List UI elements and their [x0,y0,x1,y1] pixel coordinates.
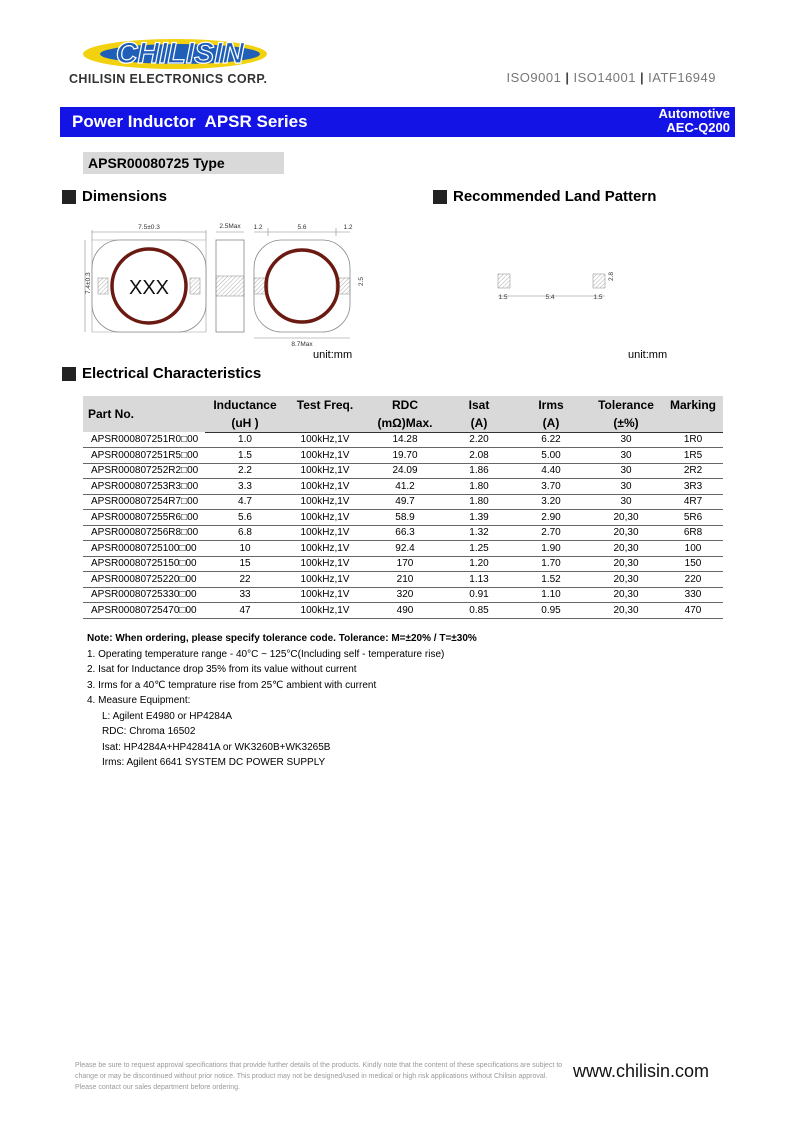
table-body [83,432,723,618]
cell-inductance: 5.6 [205,510,285,526]
col-header-inductance: Inductance [213,398,277,412]
cell-part-no: APSR000807253R3□00 [83,479,205,495]
cell-irms: 3.70 [513,479,589,495]
equipment-irms: Irms: Agilent 6641 SYSTEM DC POWER SUPPLY [102,757,326,768]
cell-irms: 1.52 [513,572,589,588]
unit-inductance: (uH ) [205,414,285,432]
land-pattern-drawing [490,266,620,306]
dim-left-pad: 1.2 [253,224,263,231]
table-row [83,572,723,588]
cell-part-no: APSR000807254R7□00 [83,494,205,510]
cell-isat: 1.80 [445,494,513,510]
cell-inductance: 33 [205,587,285,603]
dim-pad-height: 2.5 [358,276,365,286]
cell-part-no: APSR00080725220□00 [83,572,205,588]
cell-part-no: APSR000807251R0□00 [83,432,205,448]
cell-test-freq: 100kHz,1V [285,463,365,479]
cell-rdc: 14.28 [365,432,445,448]
cell-test-freq: 100kHz,1V [285,525,365,541]
cell-isat: 1.25 [445,541,513,557]
cell-tolerance: 30 [589,479,663,495]
cell-marking: 470 [663,603,723,619]
dim-overall: 8.7Max [291,341,313,348]
cell-inductance: 6.8 [205,525,285,541]
cell-test-freq: 100kHz,1V [285,572,365,588]
equipment-rdc: RDC: Chroma 16502 [102,726,196,737]
cell-rdc: 320 [365,587,445,603]
cell-inductance: 10 [205,541,285,557]
cell-inductance: 15 [205,556,285,572]
col-header-marking: Marking [669,398,716,412]
notes [87,631,477,771]
cell-part-no: APSR000807252R2□00 [83,463,205,479]
cell-tolerance: 30 [589,448,663,464]
series-banner [60,107,735,137]
cell-rdc: 41.2 [365,479,445,495]
cell-test-freq: 100kHz,1V [285,432,365,448]
ordering-note: Note: When ordering, please specify tolerance code. Tolerance: M=±20% / T=±30% [87,633,477,644]
section-title: Electrical Characteristics [82,365,262,382]
cell-tolerance: 20,30 [589,587,663,603]
dim-width-label: 7.5±0.3 [138,224,160,231]
footer-disclaimer: Please be sure to request approval specifications that provide further details of the products. Kindly note that the content of these specifications are subject to change or may be discontinued without prior notice. This product may not be designed/used in medical or high risk applications without Chilisin approval. Please contact our sales department before ordering. [75,1062,563,1091]
cell-rdc: 58.9 [365,510,445,526]
unit-isat: (A) [445,414,513,432]
col-header-test-freq: Test Freq. [296,398,354,412]
table-row [83,510,723,526]
cell-part-no: APSR00080725470□00 [83,603,205,619]
cell-irms: 1.10 [513,587,589,603]
cell-tolerance: 20,30 [589,541,663,557]
unit-marking [663,414,723,432]
cell-irms: 0.95 [513,603,589,619]
cell-rdc: 66.3 [365,525,445,541]
table-row [83,541,723,557]
cell-tolerance: 30 [589,494,663,510]
col-header-irms: Irms [538,398,564,412]
cell-irms: 5.00 [513,448,589,464]
cell-isat: 2.08 [445,448,513,464]
cell-test-freq: 100kHz,1V [285,448,365,464]
cell-irms: 1.70 [513,556,589,572]
cell-rdc: 92.4 [365,541,445,557]
cell-isat: 0.85 [445,603,513,619]
cell-isat: 1.13 [445,572,513,588]
cell-tolerance: 30 [589,432,663,448]
col-header-rdc: RDC [392,398,418,412]
cell-irms: 4.40 [513,463,589,479]
cell-marking: 1R0 [663,432,723,448]
certifications [506,70,716,85]
cell-inductance: 3.3 [205,479,285,495]
cell-inductance: 22 [205,572,285,588]
section-title: Recommended Land Pattern [453,188,657,205]
dimension-drawing [82,218,372,348]
land-pattern-unit: unit:mm [628,349,668,361]
cell-part-no: APSR000807256R8□00 [83,525,205,541]
automotive-label [659,107,731,135]
cell-part-no: APSR00080725150□00 [83,556,205,572]
aec-q200-text: AEC-Q200 [666,120,730,135]
cell-test-freq: 100kHz,1V [285,510,365,526]
cell-marking: 1R5 [663,448,723,464]
cell-isat: 1.80 [445,479,513,495]
cell-test-freq: 100kHz,1V [285,587,365,603]
land-gap: 5.4 [545,294,555,301]
cell-marking: 150 [663,556,723,572]
dim-right-pad: 1.2 [343,224,353,231]
automotive-text: Automotive [658,106,730,121]
cell-marking: 2R2 [663,463,723,479]
land-pad-height: 2.8 [608,271,615,281]
bullet-square-icon [62,367,76,381]
company-logo [66,26,296,92]
cell-inductance: 4.7 [205,494,285,510]
dimensions-unit: unit:mm [313,349,353,361]
dim-middle: 5.6 [297,224,307,231]
section-dimensions [62,188,167,205]
table-row [83,525,723,541]
cell-tolerance: 20,30 [589,556,663,572]
col-header-part-no: Part No. [88,407,135,421]
cell-rdc: 49.7 [365,494,445,510]
cell-isat: 1.32 [445,525,513,541]
cell-part-no: APSR00080725100□00 [83,541,205,557]
cell-test-freq: 100kHz,1V [285,556,365,572]
bullet-square-icon [62,190,76,204]
col-header-isat: Isat [468,398,490,412]
cell-marking: 5R6 [663,510,723,526]
dim-height-label: 7.4±0.3 [85,272,92,294]
cert-separator: | [640,70,645,85]
section-land-pattern [433,188,656,205]
cert-iatf16949: IATF16949 [648,70,716,85]
cell-marking: 6R8 [663,525,723,541]
note-2: 2. Isat for Inductance drop 35% from its value without current [87,664,357,675]
land-left-width: 1.5 [498,294,508,301]
cell-rdc: 24.09 [365,463,445,479]
cell-part-no: APSR00080725330□00 [83,587,205,603]
table-row [83,556,723,572]
section-electrical [62,365,261,382]
unit-irms: (A) [513,414,589,432]
cell-marking: 3R3 [663,479,723,495]
logo-graphic [80,32,280,72]
cell-tolerance: 20,30 [589,525,663,541]
cell-inductance: 47 [205,603,285,619]
cert-iso14001: ISO14001 [573,70,636,85]
dim-thickness-label: 2.5Max [219,223,241,230]
cell-marking: 220 [663,572,723,588]
cell-rdc: 19.70 [365,448,445,464]
cell-tolerance: 30 [589,463,663,479]
cert-iso9001: ISO9001 [506,70,562,85]
cell-isat: 1.86 [445,463,513,479]
cell-irms: 6.22 [513,432,589,448]
cell-part-no: APSR000807255R6□00 [83,510,205,526]
cell-rdc: 170 [365,556,445,572]
table-row [83,479,723,495]
table-row [83,463,723,479]
cell-marking: 4R7 [663,494,723,510]
cell-irms: 2.70 [513,525,589,541]
marking-text: XXX [128,277,170,299]
note-3: 3. Irms for a 40℃ temprature rise from 25℃ ambient with current [87,679,377,691]
cell-marking: 330 [663,587,723,603]
cell-test-freq: 100kHz,1V [285,541,365,557]
cell-inductance: 1.0 [205,432,285,448]
cell-isat: 2.20 [445,432,513,448]
company-name: CHILISIN ELECTRONICS CORP. [69,72,268,86]
series-title: Power Inductor APSR Series [72,112,308,131]
note-1: 1. Operating temperature range - 40°C ~ 125°C(Including self - temperature rise) [87,648,445,660]
table-row [83,448,723,464]
land-right-width: 1.5 [593,294,603,301]
cell-part-no: APSR000807251R5□00 [83,448,205,464]
cell-test-freq: 100kHz,1V [285,494,365,510]
table-row [83,432,723,448]
equipment-l: L: Agilent E4980 or HP4284A [102,710,233,722]
cell-irms: 1.90 [513,541,589,557]
cell-inductance: 1.5 [205,448,285,464]
cell-marking: 100 [663,541,723,557]
cell-tolerance: 20,30 [589,603,663,619]
bullet-square-icon [433,190,447,204]
note-4: 4. Measure Equipment: [87,695,191,706]
cell-inductance: 2.2 [205,463,285,479]
cell-test-freq: 100kHz,1V [285,603,365,619]
cell-tolerance: 20,30 [589,510,663,526]
electrical-table [83,396,723,619]
equipment-isat: Isat: HP4284A+HP42841A or WK3260B+WK3265B [102,741,331,753]
table-row [83,494,723,510]
cell-rdc: 210 [365,572,445,588]
cell-isat: 1.20 [445,556,513,572]
cell-isat: 0.91 [445,587,513,603]
unit-rdc: (mΩ)Max. [365,414,445,432]
cell-rdc: 490 [365,603,445,619]
table-header-row [83,396,723,414]
table-row [83,603,723,619]
cell-test-freq: 100kHz,1V [285,479,365,495]
cell-tolerance: 20,30 [589,572,663,588]
cert-separator: | [565,70,570,85]
website-link[interactable]: www.chilisin.com [573,1061,710,1081]
type-label: APSR00080725 Type [83,152,284,174]
unit-tolerance: (±%) [589,414,663,432]
cell-irms: 2.90 [513,510,589,526]
cell-irms: 3.20 [513,494,589,510]
logo-wordmark: CHILISIN [115,37,245,70]
unit-test-freq [285,414,365,432]
cell-isat: 1.39 [445,510,513,526]
table-row [83,587,723,603]
col-header-tolerance: Tolerance [598,398,654,412]
section-title: Dimensions [82,188,168,205]
